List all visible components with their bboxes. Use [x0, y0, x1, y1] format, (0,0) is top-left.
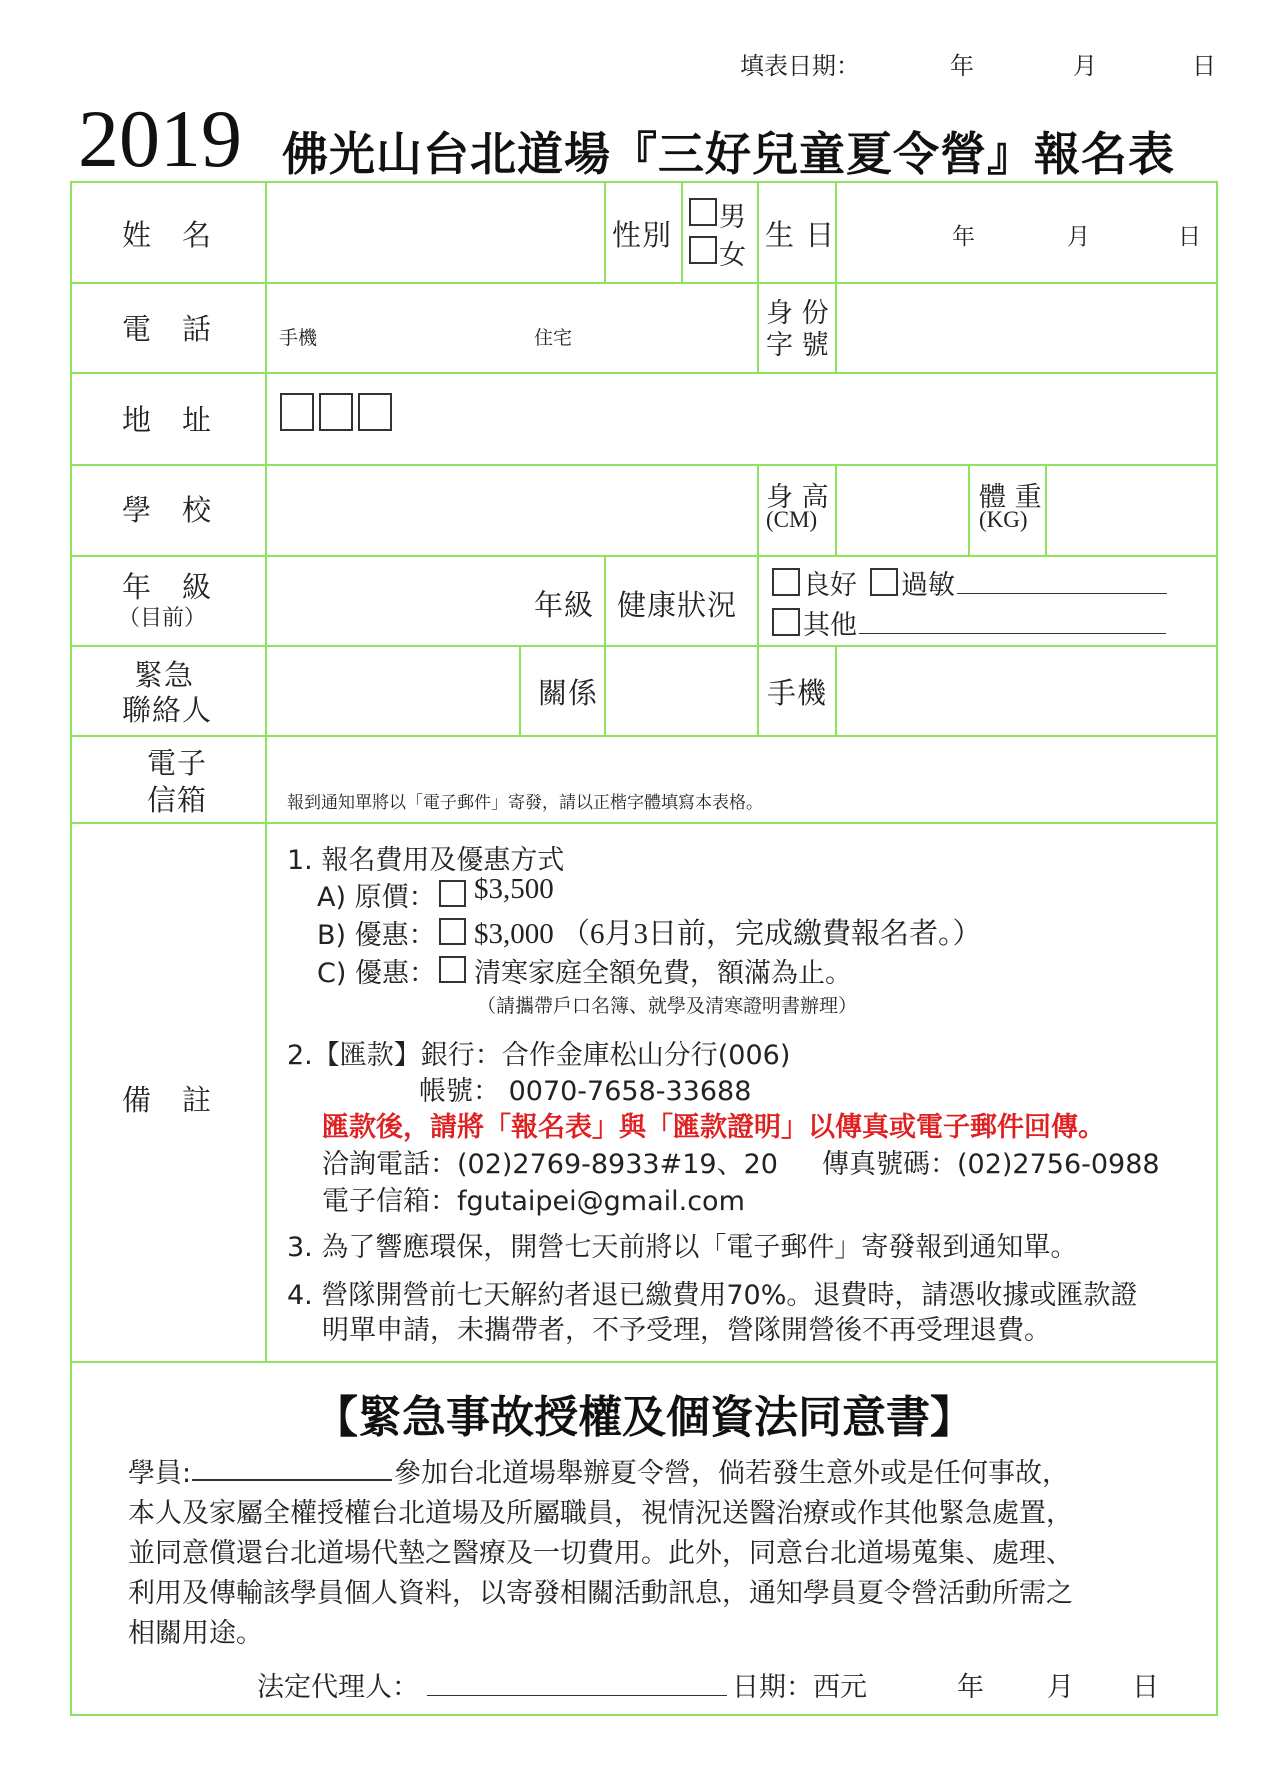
postal-code-box[interactable] — [358, 393, 392, 431]
row-divider — [72, 282, 1216, 284]
health-label: 健康狀況 — [617, 588, 738, 622]
address-label: 地 址 — [122, 403, 213, 437]
registration-form — [70, 181, 1218, 1716]
contact-email: 電子信箱：fgutaipei@gmail.com — [322, 1186, 745, 1217]
column-divider — [757, 464, 759, 557]
email-label-line1: 電子 — [147, 746, 208, 780]
gender-label: 性別 — [612, 218, 673, 252]
option-c-checkbox[interactable] — [439, 956, 466, 983]
fill-date-month: 月 — [1073, 52, 1097, 80]
id-label-line1: 身 份 — [766, 298, 829, 329]
consent-month-label: 月 — [1047, 1672, 1074, 1703]
school-field[interactable] — [269, 468, 755, 553]
remark-item-4-line1: 4. 營隊開營前七天解約者退已繳費用70%。退費時，請憑收據或匯款證 — [287, 1280, 1138, 1311]
guardian-label: 法定代理人： — [257, 1672, 419, 1703]
health-good-label: 良好 — [803, 570, 857, 601]
other-underline[interactable] — [859, 633, 1166, 634]
remark-item-4-line2: 明單申請，未攜帶者，不予受理，營隊開營後不再受理退費。 — [322, 1315, 1051, 1346]
option-a-label: A) 原價： — [317, 882, 436, 913]
option-c-text: 清寒家庭全額免費，額滿為止。 — [474, 958, 852, 989]
name-field[interactable] — [269, 185, 602, 280]
grade-sub-label: （目前） — [118, 606, 207, 631]
column-divider — [681, 183, 683, 283]
height-label: 身 高 — [766, 482, 829, 513]
column-divider — [835, 183, 837, 283]
health-other-label: 其他 — [803, 610, 857, 641]
consent-student-label: 學員: — [128, 1458, 192, 1489]
consent-line-2: 本人及家屬全權授權台北道場及所屬職員，視情況送醫治療或作其他緊急處置， — [128, 1498, 1073, 1529]
column-divider — [757, 555, 759, 647]
column-divider — [1045, 464, 1047, 557]
height-unit: (CM) — [766, 507, 818, 532]
postal-code-box[interactable] — [319, 393, 353, 431]
postal-code-box[interactable] — [280, 393, 314, 431]
row-divider — [72, 1361, 1216, 1363]
id-label-line2: 字 號 — [766, 330, 829, 361]
health-good-checkbox[interactable] — [772, 568, 800, 596]
grade-unit-label: 年級 — [534, 588, 595, 622]
birth-month-label: 月 — [1067, 224, 1090, 250]
row-divider — [72, 735, 1216, 737]
male-checkbox[interactable] — [689, 198, 717, 226]
option-b-price: $3,000 （6月3日前，完成繳費報名者。） — [474, 918, 982, 950]
health-allergy-checkbox[interactable] — [870, 568, 898, 596]
school-label: 學 校 — [122, 493, 213, 527]
remark-item-2-bank: 2.【匯款】銀行：合作金庫松山分行(006) — [287, 1040, 791, 1071]
name-label: 姓 名 — [122, 218, 213, 252]
weight-label: 體 重 — [979, 482, 1042, 513]
column-divider — [968, 464, 970, 557]
column-divider — [757, 282, 759, 374]
email-label-line2: 信箱 — [147, 783, 208, 817]
consent-line-4: 利用及傳輸該學員個人資料，以寄發相關活動訊息，通知學員夏令營活動所需之 — [128, 1578, 1073, 1609]
remarks-label: 備 註 — [122, 1083, 213, 1117]
consent-line-1: 參加台北道場舉辦夏令營，倘若發生意外或是任何事故， — [394, 1458, 1069, 1489]
column-divider — [757, 183, 759, 283]
phone-label: 電 話 — [122, 312, 213, 346]
column-divider — [265, 183, 267, 1363]
option-c-note: （請攜帶戶口名簿、就學及清寒證明書辦理） — [477, 995, 858, 1017]
remark-item-2-account: 帳號： 0070-7658-33688 — [419, 1076, 752, 1107]
column-divider — [604, 555, 606, 647]
column-divider — [835, 645, 837, 737]
fill-date-label: 填表日期： — [740, 52, 860, 80]
health-allergy-label: 過敏 — [901, 570, 955, 601]
page-title: 佛光山台北道場『三好兒童夏令營』報名表 — [282, 127, 1175, 181]
row-divider — [72, 822, 1216, 824]
health-other-checkbox[interactable] — [772, 608, 800, 636]
birthday-label: 生 日 — [765, 218, 836, 252]
student-name-underline[interactable] — [192, 1479, 392, 1481]
option-b-label: B) 優惠： — [317, 920, 436, 951]
consent-line-5: 相關用途。 — [128, 1618, 263, 1649]
column-divider — [757, 645, 759, 737]
emergency-contact-field[interactable] — [269, 649, 517, 733]
birth-day-label: 日 — [1178, 224, 1201, 250]
remark-item-1: 1. 報名費用及優惠方式 — [287, 845, 565, 876]
title-year: 2019 — [78, 93, 242, 184]
emergency-label-line2: 聯絡人 — [122, 693, 213, 727]
emergency-mobile-field[interactable] — [839, 649, 1214, 733]
allergy-underline[interactable] — [957, 593, 1167, 594]
column-divider — [519, 645, 521, 737]
fill-date-day: 日 — [1192, 52, 1216, 80]
remark-item-3: 3. 為了響應環保，開營七天前將以「電子郵件」寄發報到通知單。 — [287, 1232, 1078, 1263]
mobile-label: 手機 — [279, 327, 318, 349]
column-divider — [835, 464, 837, 557]
column-divider — [604, 645, 606, 737]
column-divider — [604, 183, 606, 283]
emergency-mobile-label: 手機 — [767, 676, 828, 710]
id-number-field[interactable] — [839, 286, 1214, 370]
fax-number: 傳真號碼：(02)2756-0988 — [822, 1149, 1160, 1180]
email-note: 報到通知單將以「電子郵件」寄發，請以正楷字體填寫本表格。 — [287, 793, 763, 813]
row-divider — [72, 645, 1216, 647]
female-checkbox[interactable] — [689, 236, 717, 264]
remittance-notice: 匯款後，請將「報名表」與「匯款證明」以傳真或電子郵件回傳。 — [322, 1112, 1105, 1143]
weight-unit: (KG) — [979, 507, 1028, 532]
grade-label: 年 級 — [122, 570, 213, 604]
consent-title: 【緊急事故授權及個資法同意書】 — [314, 1392, 974, 1443]
inquiry-phone: 洽詢電話：(02)2769-8933#19、20 — [322, 1149, 778, 1180]
home-phone-label: 住宅 — [534, 327, 573, 349]
row-divider — [72, 372, 1216, 374]
fill-date-year: 年 — [950, 52, 974, 80]
consent-date-label: 日期：西元 — [732, 1672, 867, 1703]
birth-year-label: 年 — [952, 224, 975, 250]
email-field[interactable] — [269, 739, 1214, 789]
option-b-checkbox[interactable] — [439, 918, 466, 945]
consent-day-label: 日 — [1132, 1672, 1159, 1703]
emergency-label-line1: 緊急 — [134, 658, 195, 692]
consent-line-3: 並同意償還台北道場代墊之醫療及一切費用。此外，同意台北道場蒐集、處理、 — [128, 1538, 1073, 1569]
female-label: 女 — [719, 240, 746, 271]
male-label: 男 — [719, 202, 746, 233]
consent-year-label: 年 — [957, 1672, 984, 1703]
guardian-signature-line[interactable] — [427, 1695, 727, 1696]
option-a-price: $3,500 — [474, 873, 554, 905]
option-a-checkbox[interactable] — [439, 880, 466, 907]
option-c-label: C) 優惠： — [317, 958, 436, 989]
column-divider — [835, 282, 837, 374]
relation-label: 關係 — [538, 676, 599, 710]
